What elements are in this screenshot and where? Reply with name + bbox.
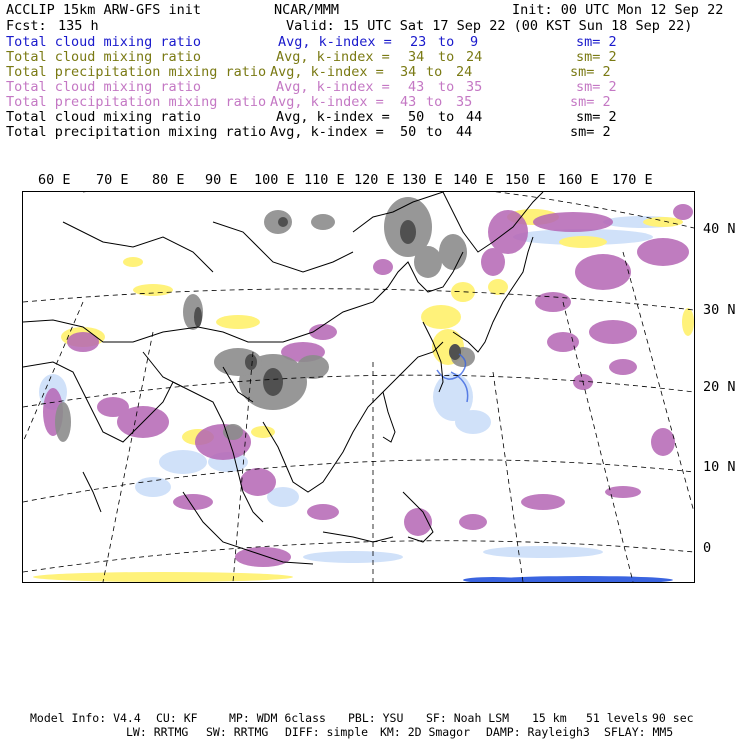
resolution: 15 km (532, 711, 567, 725)
sflay-scheme: SFLAY: MM5 (604, 725, 674, 739)
legend-k-from: 50 (400, 124, 417, 140)
legend-k-from: 43 (408, 79, 425, 95)
legend-avg: Avg, k-index = (270, 94, 384, 110)
legend-field: Total precipitation mixing ratio (6, 94, 267, 110)
legend-sm: sm= 2 (570, 64, 611, 80)
lon-label: 60 E (38, 172, 71, 188)
damp-scheme: DAMP: Rayleigh3 (486, 725, 590, 739)
legend-avg: Avg, k-index = (276, 109, 390, 125)
legend-k-to: 24 (466, 49, 483, 65)
valid-time: Valid: 15 UTC Sat 17 Sep 22 (00 KST Sun 18 Sep 22) (286, 18, 693, 34)
lon-label: 150 E (505, 172, 546, 188)
lat-label: 40 N (703, 221, 736, 237)
legend-k-to: 44 (456, 124, 473, 140)
legend-k-from: 23 (410, 34, 427, 50)
legend-k-from: 34 (400, 64, 417, 80)
init-time: Init: 00 UTC Mon 12 Sep 22 (512, 2, 724, 18)
legend-sm: sm= 2 (576, 49, 617, 65)
lon-label: 120 E (354, 172, 395, 188)
lon-label: 140 E (453, 172, 494, 188)
map-panel (22, 191, 695, 583)
km-scheme: KM: 2D Smagor (380, 725, 471, 739)
legend-sm: sm= 2 (576, 109, 617, 125)
legend-avg: Avg, k-index = (276, 79, 390, 95)
lon-label: 80 E (152, 172, 185, 188)
diff-scheme: DIFF: simple (285, 725, 369, 739)
legend-row (6, 95, 626, 110)
lat-label: 20 N (703, 379, 736, 395)
plum-cloud-layer (43, 204, 693, 567)
lon-label: 110 E (304, 172, 345, 188)
legend-field: Total precipitation mixing ratio (6, 64, 267, 80)
forecast-hour: 135 h (58, 18, 99, 34)
legend-to: to (426, 64, 443, 80)
legend-to: to (438, 49, 455, 65)
legend-row (6, 35, 626, 50)
legend-avg: Avg, k-index = (270, 64, 384, 80)
legend-field: Total cloud mixing ratio (6, 79, 202, 95)
model-title: ACCLIP 15km ARW-GFS init (6, 2, 202, 18)
org-label: NCAR/MMM (274, 2, 340, 18)
legend-k-to: 35 (456, 94, 473, 110)
legend-field: Total cloud mixing ratio (6, 49, 202, 65)
legend-sm: sm= 2 (570, 124, 611, 140)
lon-label: 100 E (254, 172, 295, 188)
lon-label: 90 E (205, 172, 238, 188)
lon-label: 70 E (96, 172, 129, 188)
legend-k-from: 50 (408, 109, 425, 125)
legend-sm: sm= 2 (576, 34, 617, 50)
legend-field: Total cloud mixing ratio (6, 109, 202, 125)
blue-band-layer (463, 576, 673, 582)
legend-sm: sm= 2 (570, 94, 611, 110)
lw-scheme: LW: RRTMG (126, 725, 189, 739)
legend-to: to (426, 124, 443, 140)
forecast-label: Fcst: (6, 18, 47, 34)
lon-label: 130 E (402, 172, 443, 188)
sf-scheme: SF: Noah LSM (426, 711, 510, 725)
legend-field: Total cloud mixing ratio (6, 34, 202, 50)
legend-row (6, 80, 626, 95)
levels: 51 levels (586, 711, 649, 725)
legend-k-to: 44 (466, 109, 483, 125)
legend-k-from: 34 (408, 49, 425, 65)
model-info: Model Info: V4.4 (30, 711, 141, 725)
legend-row (6, 125, 626, 140)
graticule (23, 192, 694, 582)
pbl-scheme: PBL: YSU (348, 711, 404, 725)
lon-label: 170 E (612, 172, 653, 188)
legend-k-to: 35 (466, 79, 483, 95)
lat-label: 0 (703, 540, 712, 556)
lat-label: 10 N (703, 459, 736, 475)
timestep: 90 sec (652, 711, 694, 725)
legend-row (6, 50, 626, 65)
legend-k-to: 24 (456, 64, 473, 80)
legend-row (6, 110, 626, 125)
legend-k-to: 9 (470, 34, 479, 50)
legend-avg: Avg, k-index = (278, 34, 392, 50)
legend-field: Total precipitation mixing ratio (6, 124, 267, 140)
legend-k-from: 43 (400, 94, 417, 110)
lon-label: 160 E (558, 172, 599, 188)
legend-to: to (426, 94, 443, 110)
legend-avg: Avg, k-index = (270, 124, 384, 140)
legend-to: to (438, 34, 455, 50)
lat-label: 30 N (703, 302, 736, 318)
legend-sm: sm= 2 (576, 79, 617, 95)
sw-scheme: SW: RRTMG (206, 725, 269, 739)
legend-to: to (438, 109, 455, 125)
legend-to: to (438, 79, 455, 95)
legend-row (6, 65, 626, 80)
mp-scheme: MP: WDM 6class (229, 711, 326, 725)
legend-avg: Avg, k-index = (276, 49, 390, 65)
cu-scheme: CU: KF (156, 711, 198, 725)
